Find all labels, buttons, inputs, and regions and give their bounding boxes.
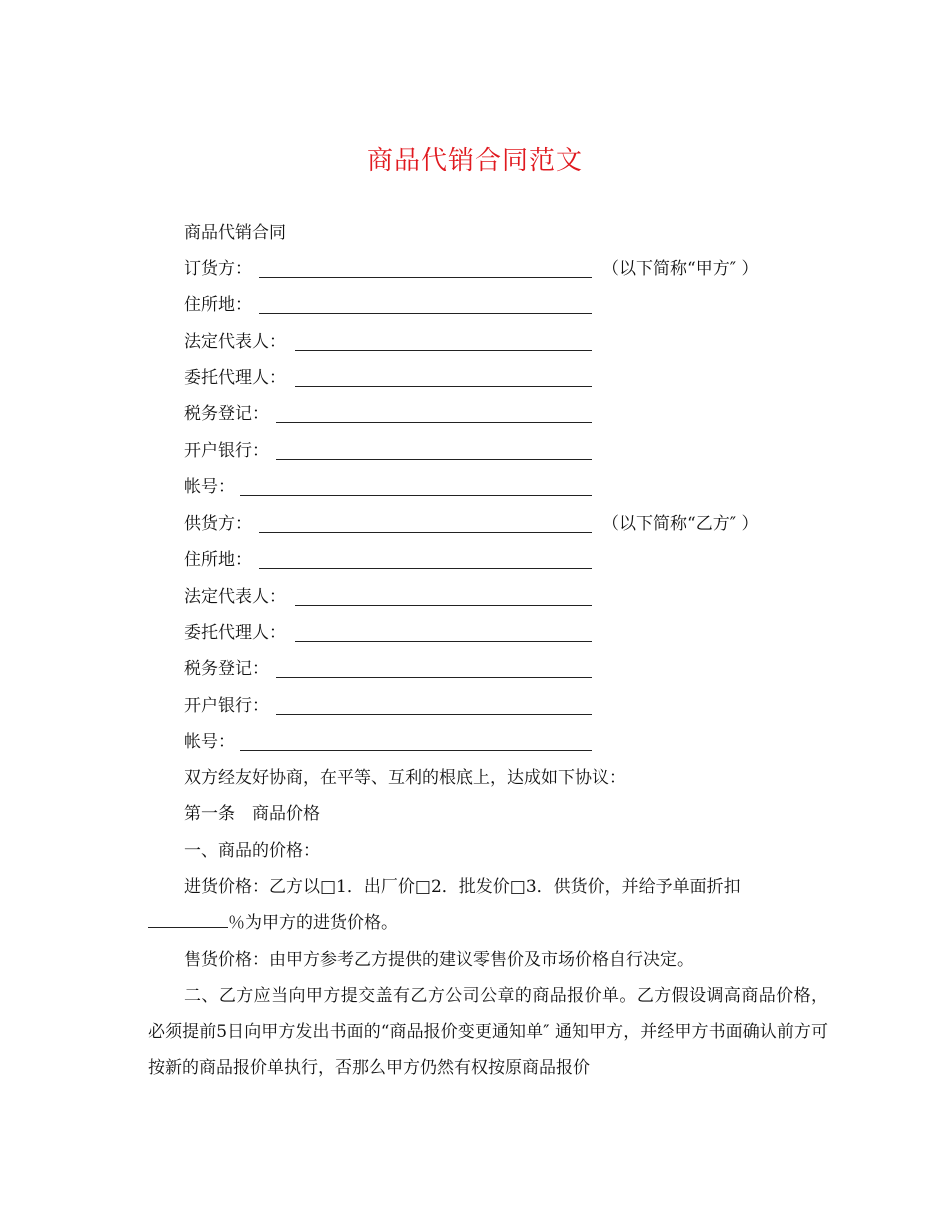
purchase-price-clause: 进货价格：乙方以□1．出厂价□2．批发价□3．供货价，并给予单面折扣	[184, 877, 741, 897]
fill-in-blank[interactable]	[276, 422, 592, 423]
discount-blank[interactable]	[148, 927, 228, 928]
field-label: 税务登记：	[184, 659, 269, 679]
fill-in-blank[interactable]	[259, 313, 592, 314]
fill-in-blank[interactable]	[240, 495, 592, 496]
field-label: 订货方：	[184, 259, 252, 279]
agreement-statement: 双方经友好协商，在平等、互利的根底上，达成如下协议：	[184, 768, 626, 788]
field-label: 住所地：	[184, 550, 252, 570]
purchase-price-continuation	[148, 913, 398, 933]
fill-in-blank[interactable]	[295, 386, 592, 387]
field-label: 帐号：	[184, 732, 235, 752]
field-label: 帐号：	[184, 477, 235, 497]
party-b-alias-note: （以下简称“乙方″ ）	[602, 514, 759, 534]
section-1-heading: 一、商品的价格：	[184, 841, 320, 861]
field-label: 法定代表人：	[184, 332, 286, 352]
document-title: 商品代销合同范文	[366, 146, 583, 176]
field-label: 住所地：	[184, 295, 252, 315]
party-a-alias-note: （以下简称“甲方″ ）	[602, 259, 759, 279]
fill-in-blank[interactable]	[240, 750, 592, 751]
section-2-paragraph: 二、乙方应当向甲方提交盖有乙方公司公章的商品报价单。乙方假设调高商品价格，必须提前5日向甲方发出书面的“商品报价变更通知单″ 通知甲方，并经甲方书面确认前方可按新的商品报价单执行，否那么甲方仍然有权按原商品报价	[148, 986, 828, 1078]
fill-in-blank[interactable]	[295, 641, 592, 642]
article-1-heading: 第一条 商品价格	[184, 804, 320, 824]
field-label: 税务登记：	[184, 404, 269, 424]
fill-in-blank[interactable]	[276, 459, 592, 460]
field-label: 法定代表人：	[184, 587, 286, 607]
field-label: 委托代理人：	[184, 623, 286, 643]
fill-in-blank[interactable]	[295, 605, 592, 606]
fill-in-blank[interactable]	[259, 277, 592, 278]
contract-subtitle: 商品代销合同	[184, 223, 286, 243]
fill-in-blank[interactable]	[259, 532, 592, 533]
field-label: 开户银行：	[184, 441, 269, 461]
fill-in-blank[interactable]	[259, 568, 592, 569]
field-label: 供货方：	[184, 514, 252, 534]
field-label: 委托代理人：	[184, 368, 286, 388]
fill-in-blank[interactable]	[295, 350, 592, 351]
sale-price-clause: 售货价格：由甲方参考乙方提供的建议零售价及市场价格自行决定。	[184, 950, 694, 970]
fill-in-blank[interactable]	[276, 714, 592, 715]
field-label: 开户银行：	[184, 696, 269, 716]
purchase-price-tail: ％为甲方的进货价格。	[228, 913, 398, 933]
fill-in-blank[interactable]	[276, 677, 592, 678]
